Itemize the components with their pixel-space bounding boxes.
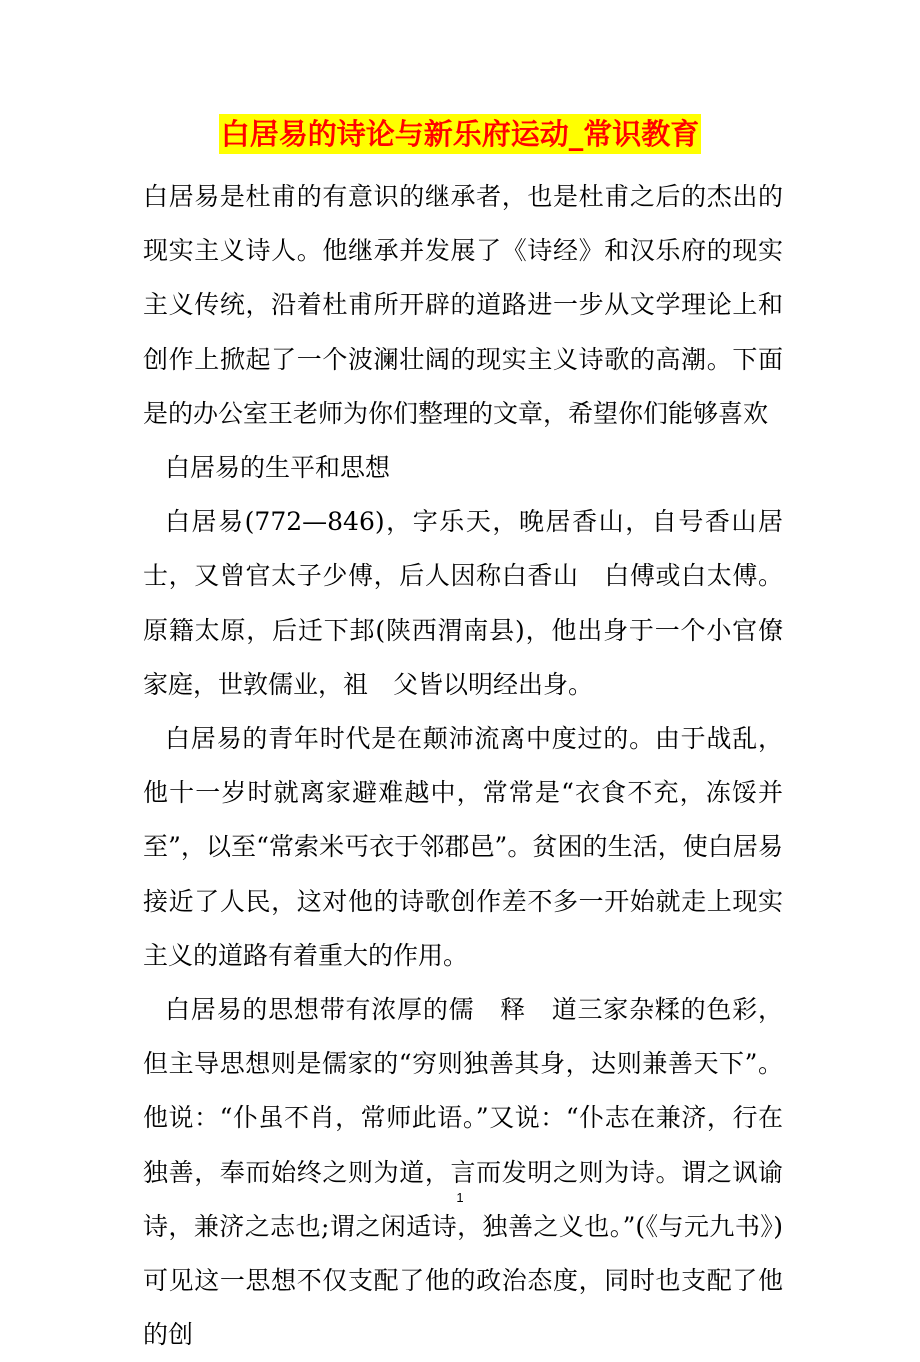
paragraph-biography: 白居易(772—846)，字乐天，晚居香山，自号香山居士，又曾官太子少傅，后人因称白香山 白傅或白太傅。原籍太原，后迁下邽(陕西渭南县)，他出身于一个小官僚家庭，世敦儒业，祖 父皆以明经出身。 (143, 507, 783, 699)
page-number: 1 (456, 1190, 464, 1205)
paragraph-intro: 白居易是杜甫的有意识的继承者，也是杜甫之后的杰出的现实主义诗人。他继承并发展了《诗经》和汉乐府的现实主义传统，沿着杜甫所开辟的道路进一步从文学理论上和创作上掀起了一个波澜壮阔的现实主义诗歌的高潮。下面是的办公室王老师为你们整理的文章，希望你们能够喜欢 (143, 182, 783, 428)
section-heading-life: 白居易的生平和思想 (165, 453, 391, 483)
paragraph-youth: 白居易的青年时代是在颠沛流离中度过的。由于战乱，他十一岁时就离家避难越中，常常是“衣食不充，冻馁并至”，以至“常索米丐衣于邻郡邑”。贫困的生活，使白居易接近了人民，这对他的诗歌创作差不多一开始就走上现实主义的道路有着重大的作用。 (143, 724, 783, 970)
page-title-text: 白居易的诗论与新乐府运动_常识教育 (219, 114, 702, 154)
article-body (143, 170, 783, 1362)
paragraph-thought: 白居易的思想带有浓厚的儒 释 道三家杂糅的色彩，但主导思想则是儒家的“穷则独善其身，达则兼善天下”。他说：“仆虽不肖，常师此语。”又说：“仆志在兼济，行在独善，奉而始终之则为道，言而发明之则为诗。谓之讽谕诗，兼济之志也;谓之闲适诗，独善之义也。”(《与元九书》)可见这一思想不仅支配了他的政治态度，同时也支配了他的创 (143, 995, 783, 1350)
page-title (0, 114, 920, 154)
